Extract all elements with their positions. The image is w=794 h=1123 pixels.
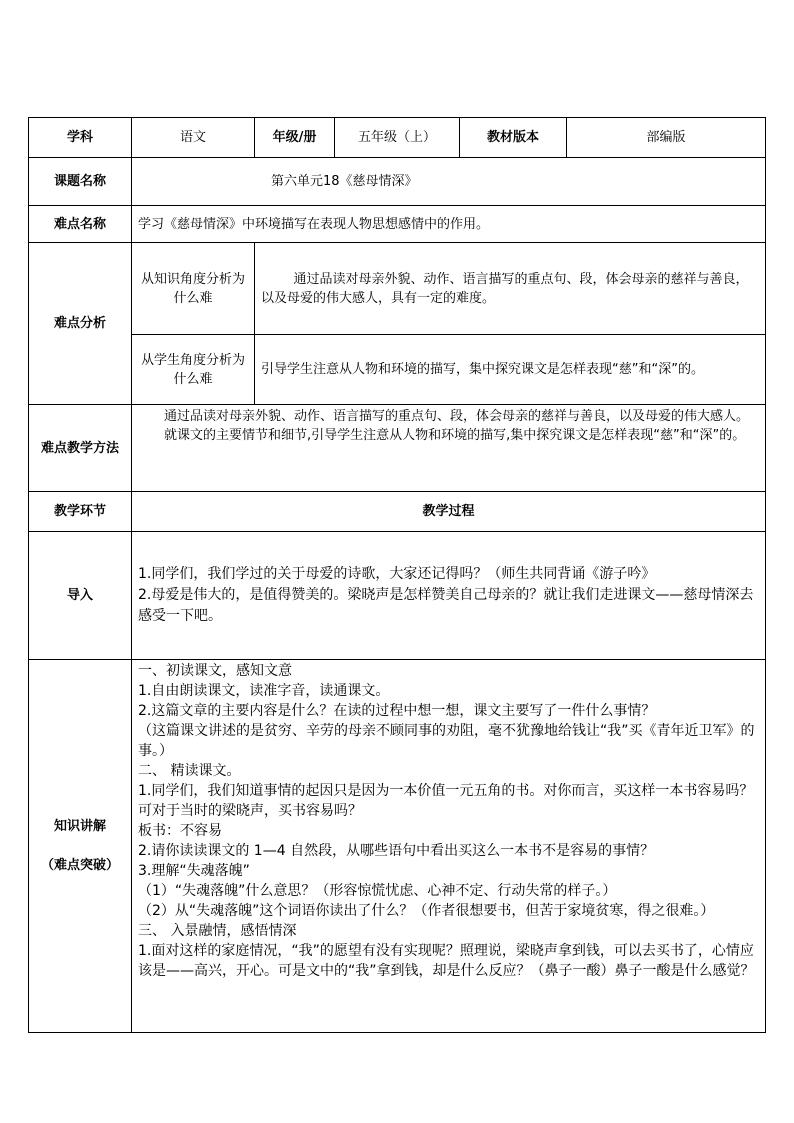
subject-label: 学科 xyxy=(29,118,132,158)
knowledge-line: 二、 精读课文。 xyxy=(138,763,241,779)
grade-label: 年级/册 xyxy=(255,118,335,158)
knowledge-row xyxy=(29,660,766,1033)
analysis-row-student xyxy=(29,335,766,405)
intro-label: 导入 xyxy=(29,532,132,660)
topic-value: 第六单元18《慈母情深》 xyxy=(132,158,766,206)
difficulty-name-value: 学习《慈母情深》中环境描写在表现人物思想感情中的作用。 xyxy=(132,206,766,243)
process-title: 教学过程 xyxy=(132,492,766,532)
difficulty-name-row xyxy=(29,206,766,243)
lesson-plan-table xyxy=(28,117,766,1033)
edition-label: 教材版本 xyxy=(460,118,567,158)
topic-row xyxy=(29,158,766,206)
knowledge-label-cell xyxy=(29,660,132,1033)
process-header-row xyxy=(29,492,766,532)
knowledge-line: 三、 入景融情，感悟情深 xyxy=(138,923,297,939)
analysis-label: 难点分析 xyxy=(29,243,132,405)
knowledge-line: 板书：不容易 xyxy=(138,823,222,839)
analysis-row-knowledge xyxy=(29,243,766,335)
difficulty-name-label: 难点名称 xyxy=(29,206,132,243)
process-stage-label: 教学环节 xyxy=(29,492,132,532)
method-paragraph-2: 就课文的主要情节和细节,引导学生注意从人物和环境的描写,集中探究课文是怎样表现“慈”和“深”的。 xyxy=(164,428,746,443)
intro-row xyxy=(29,532,766,660)
knowledge-label: 知识讲解 xyxy=(53,819,106,834)
method-paragraph-1: 通过品读对母亲外貌、动作、语言描写的重点句、段，体会母亲的慈祥与善良，以及母爱的伟大感人。 xyxy=(164,409,750,424)
method-cell xyxy=(132,405,766,492)
knowledge-line: 一、初读课文，感知文意 xyxy=(138,663,292,679)
intro-line-1: 1.同学们，我们学过的关于母爱的诗歌，大家还记得吗？（师生共同背诵《游子吟》 xyxy=(138,566,656,582)
knowledge-line: 2.请你读读课文的 1—4 自然段，从哪些语句中看出买这么一本书不是容易的事情？ xyxy=(138,843,655,859)
knowledge-line: （2）从“失魂落魄”这个词语你读出了什么？（作者很想要书，但苦于家境贫寒，得之很难。） xyxy=(138,903,715,919)
knowledge-sublabel: （难点突破） xyxy=(40,858,119,873)
method-label: 难点教学方法 xyxy=(29,405,132,492)
topic-label: 课题名称 xyxy=(29,158,132,206)
knowledge-angle-cell xyxy=(255,243,766,335)
knowledge-line: 3.理解“失魂落魄” xyxy=(138,863,250,879)
knowledge-angle-text: 通过品读对母亲外貌、动作、语言描写的重点句、段，体会母亲的慈祥与善良，以及母爱的伟大感人，具有一定的难度。 xyxy=(261,271,749,306)
knowledge-line: 1.同学们，我们知道事情的起因只是因为一本价值一元五角的书。对你而言，买这样一本书容易吗？可对于当时的梁晓声，买书容易吗？ xyxy=(138,783,754,819)
student-angle-text: 引导学生注意从人物和环境的描写，集中探究课文是怎样表现“慈”和“深”的。 xyxy=(255,335,766,405)
knowledge-line: （1）“失魂落魄”什么意思？（形容惊慌忧虑、心神不定、行动失常的样子。） xyxy=(138,883,617,899)
student-angle-label: 从学生角度分析为什么难 xyxy=(132,335,255,405)
knowledge-cell xyxy=(132,660,766,1033)
grade-value: 五年级（上） xyxy=(335,118,460,158)
knowledge-line: 1.自由朗读课文，读准字音，读通课文。 xyxy=(138,683,390,699)
knowledge-line: 1.面对这样的家庭情况，“我”的愿望有没有实现呢？照理说，梁晓声拿到钱，可以去买书了，心情应该是——高兴，开心。可是文中的“我”拿到钱，却是什么反应？（鼻子一酸）鼻子一酸是什么感觉？ xyxy=(138,943,755,979)
subject-value: 语文 xyxy=(132,118,255,158)
header-row xyxy=(29,118,766,158)
knowledge-angle-label: 从知识角度分析为什么难 xyxy=(132,243,255,335)
intro-cell xyxy=(132,532,766,660)
method-row xyxy=(29,405,766,492)
intro-line-2: 2.母爱是伟大的，是值得赞美的。梁晓声是怎样赞美自己母亲的？就让我们走进课文——慈母情深去感受一下吧。 xyxy=(138,587,754,624)
knowledge-line: 2.这篇文章的主要内容是什么？在读的过程中想一想，课文主要写了一件什么事情？ xyxy=(138,703,656,719)
edition-value: 部编版 xyxy=(567,118,766,158)
knowledge-line: （这篇课文讲述的是贫穷、辛劳的母亲不顾同事的劝阻，毫不犹豫地给钱让“我”买《青年近卫军》的事。） xyxy=(138,723,755,759)
